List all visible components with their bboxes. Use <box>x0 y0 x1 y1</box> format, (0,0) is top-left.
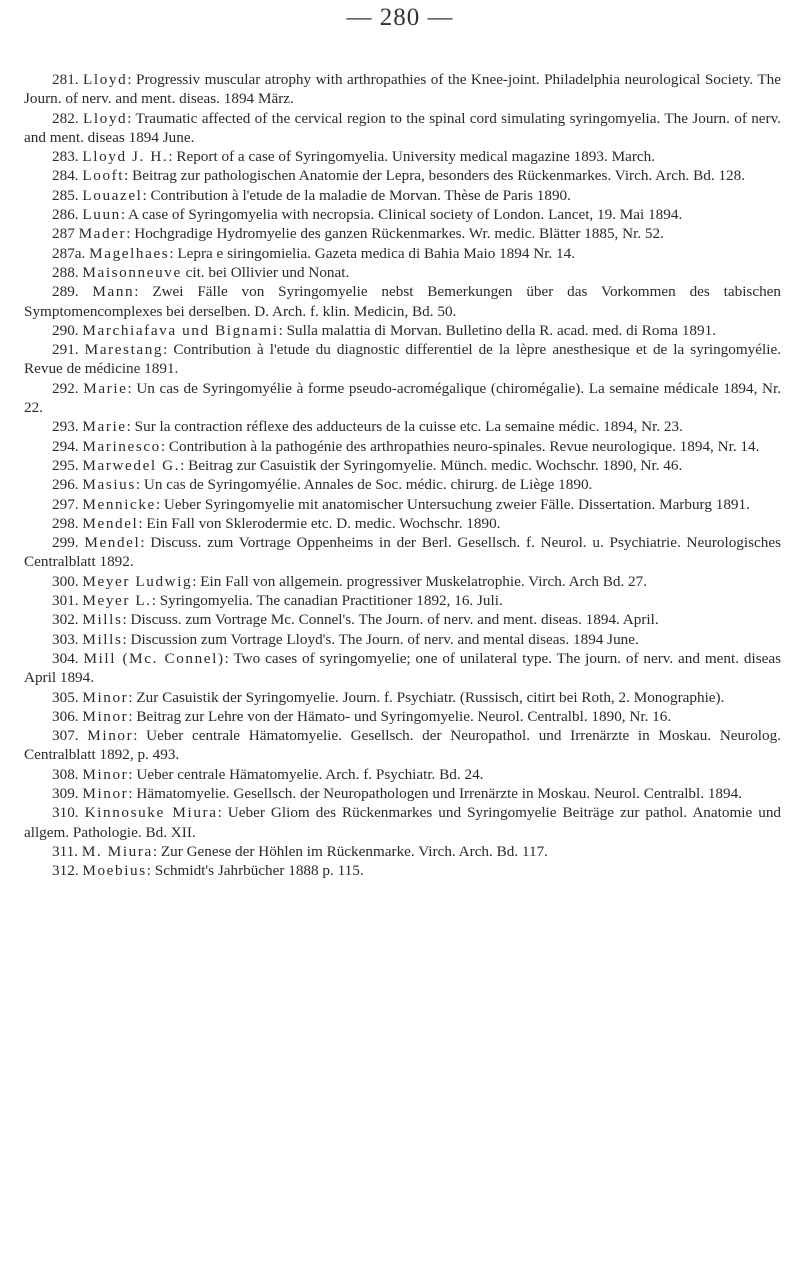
reference-text: : Two cases of syringomyelie; one of unilateral type. The journ. of nerv. and ment. diseas April 1894. <box>24 649 782 687</box>
reference-author: Marie <box>83 379 128 397</box>
reference-entry <box>24 649 781 688</box>
reference-author: Mendel <box>82 514 139 532</box>
reference-entry <box>24 282 781 321</box>
reference-author: Lloyd J. H. <box>82 148 169 166</box>
reference-author: Mendel <box>84 534 141 552</box>
reference-author: Mills <box>82 630 123 648</box>
reference-entry <box>24 726 781 765</box>
reference-number: 304. <box>52 649 79 667</box>
reference-entry <box>24 166 781 185</box>
reference-number: 309. <box>52 784 79 802</box>
reference-number: 296. <box>52 476 79 494</box>
reference-entry <box>24 572 781 591</box>
reference-list <box>24 70 781 880</box>
reference-text: : Beitrag zur pathologischen Anatomie der Lepra, besonders des Rückenmarkes. Virch. Arch. Bd. 128. <box>124 167 746 185</box>
reference-author: Marinesco <box>82 437 161 455</box>
reference-number: 302. <box>52 611 79 629</box>
reference-entry <box>24 630 781 649</box>
reference-text: cit. bei Ollivier und Nonat. <box>181 263 350 281</box>
reference-author: Moebius <box>82 862 147 880</box>
reference-entry <box>24 109 781 148</box>
reference-text: : Hochgradige Hydromyelie des ganzen Rückenmarkes. Wr. medic. Blätter 1885, Nr. 52. <box>126 225 664 243</box>
reference-entry <box>24 224 781 243</box>
reference-number: 300. <box>52 572 79 590</box>
reference-text: : Beitrag zur Casuistik der Syringomyelie. Münch. medic. Wochschr. 1890, Nr. 46. <box>180 456 683 474</box>
reference-entry <box>24 340 781 379</box>
reference-entry <box>24 147 781 166</box>
reference-number: 294. <box>52 437 79 455</box>
reference-text: : Sulla malattia di Morvan. Bulletino della R. acad. med. di Roma 1891. <box>278 321 716 339</box>
reference-entry <box>24 475 781 494</box>
reference-number: 286. <box>52 206 79 224</box>
reference-entry <box>24 688 781 707</box>
reference-author: Marestang <box>84 341 164 359</box>
reference-entry <box>24 321 781 340</box>
reference-text: : Syringomyelia. The canadian Practitioner 1892, 16. Juli. <box>151 592 503 610</box>
reference-number: 283. <box>52 148 79 166</box>
reference-entry <box>24 842 781 861</box>
reference-number: 290. <box>52 321 79 339</box>
reference-text: : Contribution à l'etude du diagnostic differentiel de la lèpre anesthesique et de la syringomyélie. Revue de médicine 1891. <box>24 341 781 378</box>
reference-number: 307. <box>52 727 79 745</box>
reference-entry <box>24 417 781 436</box>
reference-entry <box>24 784 781 803</box>
reference-entry <box>24 70 781 109</box>
reference-text: : Hämatomyelie. Gesellsch. der Neuropathologen und Irrenärzte in Moskau. Neurol. Centralbl. 1894. <box>128 784 742 802</box>
reference-number: 303. <box>52 630 79 648</box>
reference-author: Mill (Mc. Connel) <box>83 649 225 667</box>
reference-author: Minor <box>82 688 129 706</box>
reference-number: 291. <box>52 341 79 359</box>
reference-number: 285. <box>52 186 79 204</box>
reference-text: : Beitrag zur Lehre von der Hämato- und Syringomyelie. Neurol. Centralbl. 1890, Nr. 16. <box>128 707 672 725</box>
reference-author: Mann <box>92 283 135 301</box>
reference-number: 310. <box>52 804 79 822</box>
reference-entry <box>24 263 781 282</box>
reference-author: Marie <box>82 418 127 436</box>
reference-author: Kinnosuke Miura <box>84 804 218 822</box>
reference-number: 311. <box>52 842 79 860</box>
reference-text: : Contribution à l'etude de la maladie de Morvan. Thèse de Paris 1890. <box>142 186 571 204</box>
reference-number: 305. <box>52 688 79 706</box>
reference-entry <box>24 379 781 418</box>
reference-text: : Zur Genese der Höhlen im Rückenmarke. Virch. Arch. Bd. 117. <box>152 842 548 860</box>
reference-number: 301. <box>52 592 79 610</box>
reference-author: Minor <box>82 784 129 802</box>
reference-entry <box>24 610 781 629</box>
reference-author: Mills <box>82 611 123 629</box>
reference-number: 297. <box>52 495 79 513</box>
reference-author: Louazel <box>82 186 143 204</box>
reference-text: : Schmidt's Jahrbücher 1888 p. 115. <box>146 862 364 880</box>
reference-author: Minor <box>87 727 134 745</box>
reference-author: Meyer Ludwig <box>82 572 193 590</box>
reference-entry <box>24 533 781 572</box>
reference-entry <box>24 765 781 784</box>
reference-number: 308. <box>52 765 79 783</box>
reference-text: : Ueber Syringomyelie mit anatomischer Untersuchung zweier Fälle. Dissertation. Marburg 1891. <box>155 495 750 513</box>
reference-number: 287 <box>52 225 75 243</box>
reference-text: : Discussion zum Vortrage Lloyd's. The Journ. of nerv. and mental diseas. 1894 June. <box>122 630 639 648</box>
reference-number: 288. <box>52 263 79 281</box>
reference-text: : Lepra e siringomielia. Gazeta medica di Bahia Maio 1894 Nr. 14. <box>169 244 576 262</box>
reference-number: 306. <box>52 707 79 725</box>
reference-author: Minor <box>82 765 129 783</box>
page-number: — 280 — <box>346 4 454 31</box>
reference-number: 293. <box>52 418 79 436</box>
reference-entry <box>24 205 781 224</box>
reference-number: 312. <box>52 862 79 880</box>
reference-author: Marchiafava und Bignami <box>82 321 279 339</box>
reference-author: Meyer L. <box>82 592 152 610</box>
reference-number: 299. <box>52 534 79 552</box>
reference-entry <box>24 861 781 880</box>
reference-entry <box>24 186 781 205</box>
reference-text: : Un cas de Syringomyélie. Annales de Soc. médic. chirurg. de Liège 1890. <box>135 476 593 494</box>
reference-entry <box>24 803 781 842</box>
reference-number: 292. <box>52 379 79 397</box>
reference-text: : Discuss. zum Vortrage Mc. Connel's. The Journ. of nerv. and ment. diseas. 1894. April. <box>122 611 659 629</box>
reference-text: : Ueber centrale Hämatomyelie. Gesellsch. der Neuropathol. und Irrenärzte in Moskau. Neurolog. Centralblatt 1892, p. 493. <box>24 727 781 764</box>
reference-text: : Progressiv muscular atrophy with arthropathies of the Knee-joint. Philadelphia neurological Society. The Journ. of nerv. and ment. diseas. 1894 März. <box>24 71 781 108</box>
reference-text: : Zur Casuistik der Syringomyelie. Journ. f. Psychiatr. (Russisch, citirt bei Roth, 2. Monographie). <box>128 688 725 706</box>
reference-number: 282. <box>52 109 79 127</box>
reference-text: : Report of a case of Syringomyelia. University medical magazine 1893. March. <box>168 148 656 166</box>
reference-author: Lloyd <box>82 109 128 127</box>
reference-entry <box>24 707 781 726</box>
reference-author: M. Miura <box>81 842 153 860</box>
reference-entry <box>24 591 781 610</box>
reference-entry <box>24 456 781 475</box>
reference-author: Lloyd <box>83 71 128 88</box>
reference-text: : Ein Fall von allgemein. progressiver Muskelatrophie. Virch. Arch Bd. 27. <box>192 572 648 590</box>
reference-author: Mader <box>78 225 127 243</box>
reference-text: : Traumatic affected of the cervical region to the spinal cord simulating syringomyelia. The Journ. of nerv. and ment. diseas 1894 June. <box>24 109 782 146</box>
reference-number: 281. <box>52 71 79 88</box>
reference-text: : Sur la contraction réflexe des adducteurs de la cuisse etc. La semaine médic. 1894, Nr. 23. <box>126 418 683 436</box>
reference-text: : Un cas de Syringomyélie à forme pseudo-acromégalique (chiromégalie). La semaine médicale 1894, Nr. 22. <box>24 379 782 417</box>
reference-author: Looft <box>82 167 125 185</box>
reference-author: Magelhaes <box>89 244 170 262</box>
reference-number: 298. <box>52 514 79 532</box>
reference-text: : Zwei Fälle von Syringomyelie nebst Bemerkungen über das Vorkommen des tabischen Symptomencomplexes bei derselben. D. Arch. f. klin. Medicin, Bd. 50. <box>24 283 782 320</box>
reference-number: 295. <box>52 456 79 474</box>
reference-text: : Contribution à la pathogénie des arthropathies neuro-spinales. Revue neurologique. 1894, Nr. 14. <box>160 437 760 455</box>
reference-text: : Ein Fall von Sklerodermie etc. D. medic. Wochschr. 1890. <box>138 514 501 532</box>
reference-author: Marwedel G. <box>82 456 181 474</box>
reference-number: 287a. <box>52 244 86 262</box>
reference-entry <box>24 495 781 514</box>
reference-author: Mennicke <box>82 495 156 513</box>
reference-entry <box>24 437 781 456</box>
reference-number: 284. <box>52 167 79 185</box>
reference-author: Masius <box>82 476 136 494</box>
reference-text: : Ueber centrale Hämatomyelie. Arch. f. Psychiatr. Bd. 24. <box>128 765 484 783</box>
reference-author: Maisonneuve <box>82 263 182 281</box>
reference-entry <box>24 244 781 263</box>
reference-text: : Ueber Gliom des Rückenmarkes und Syringomyelie Beiträge zur pathol. Anatomie und allgem. Pathologie. Bd. XII. <box>24 804 782 841</box>
reference-author: Luun <box>82 206 121 224</box>
reference-text: : A case of Syringomyelia with necropsia. Clinical society of London. Lancet, 19. Mai 1894. <box>120 206 683 224</box>
reference-entry <box>24 514 781 533</box>
reference-text: : Discuss. zum Vortrage Oppenheims in der Berl. Gesellsch. f. Neurol. u. Psychiatrie. Neurologisches Centralblatt 1892. <box>24 534 782 571</box>
reference-author: Minor <box>82 707 129 725</box>
reference-number: 289. <box>52 283 79 301</box>
